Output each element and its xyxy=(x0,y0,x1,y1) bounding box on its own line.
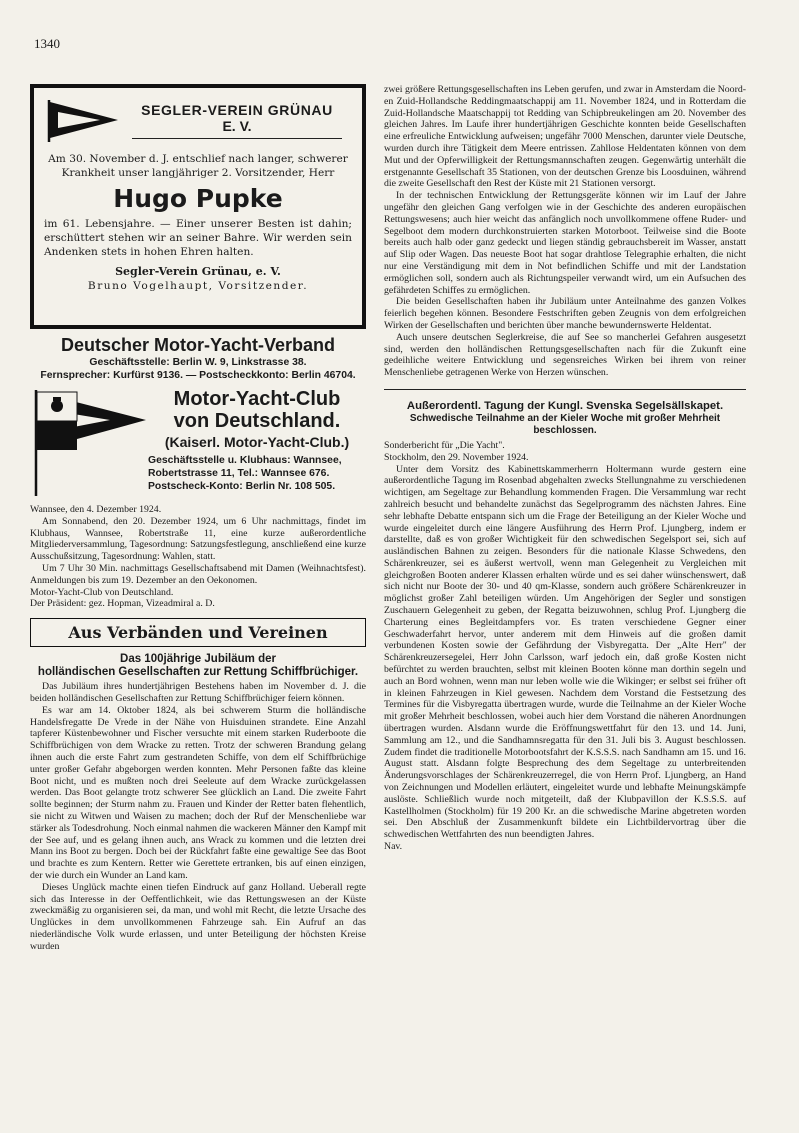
obituary-intro: Am 30. November d. J. entschlief nach langer, schwerer Krankheit unser langjähriger 2. Vorsitzender, Herr xyxy=(48,153,348,179)
club-pennant-icon xyxy=(44,96,122,144)
obituary-text: im 61. Lebensjahre. — Einer unserer Besten ist dahin; erschüttert stehen wir an seiner Bahre. Wir werden sein Andenken stets in hohen Ehren halten. xyxy=(44,218,352,258)
article-divider xyxy=(384,389,746,390)
section-title: Aus Verbänden und Vereinen xyxy=(30,618,366,647)
obituary-rule xyxy=(132,138,342,139)
verband-office: Geschäftsstelle: Berlin W. 9, Linkstrasse 38. xyxy=(89,357,307,368)
myc-subtitle: (Kaiserl. Motor-Yacht-Club.) xyxy=(164,434,350,450)
svenska-subheading: Schwedische Teilnahme an der Kieler Woche mit großer Mehrheit beschlossen. xyxy=(409,412,721,436)
svenska-article xyxy=(384,440,746,853)
obituary-chair: Bruno Vogelhaupt, Vorsitzender. xyxy=(87,280,309,292)
jubilee-cont-paragraph: Die beiden Gesellschaften haben ihr Jubiläum unter Anteilnahme des ganzen Volkes feierlich begehen können. Besondere Festschriften geben Zeugnis von dem erfolgreichen Wirken der Gesellschaften und berichten über manche bewundernswerte Heldentat. xyxy=(384,296,746,331)
obituary-signature: Segler-Verein Grünau, e. V. xyxy=(115,265,281,278)
jubilee-heading-1: Das 100jährige Jubiläum der xyxy=(120,653,276,666)
myc-title-1: Motor-Yacht-Club xyxy=(173,388,341,410)
myc-report-body-2: Um 7 Uhr 30 Min. nachmittags Gesellschaftsabend mit Damen (Weihnachtsfest). Anmeldungen bis zum 19. Dezember an den Oekonomen. xyxy=(30,562,366,586)
myc-address-2: Robertstrasse 11, Tel.: Wannsee 676. xyxy=(148,468,330,479)
left-column xyxy=(30,84,366,953)
myc-report-sign: Motor-Yacht-Club von Deutschland. xyxy=(30,586,174,598)
jubilee-cont-paragraph: In der technischen Entwicklung der Rettungsgeräte können wir im Lauf der Jahre ungefähr den gleichen Gang verfolgen wie in der Geschichte des anderen europäischen Rettungswesens; auch hier weicht das anfänglich noch unvollkommene offene Ruder- und Segelboot dem modern durchkonstruierten starken Motorboot. Teilweise sind die Boote bereits auch halb oder ganz gedeckt und liegen ständig gebrauchsbereit im Wasser, anstatt auf Slip oder Wagen. Das neueste Boot hat sogar drahtlose Telegraphie erhalten, die nicht nur eine Verständigung mit dem in Not befindlichen Schiffe und mit der Landstation ermöglichen soll, sondern auch als Richtungspeiler verwandt wird, um ein Aufsuchen des gefährdeten Schiffes zu ermöglichen. xyxy=(384,190,746,296)
svenska-heading: Außerordentl. Tagung der Kungl. Svenska Segelsällskapet. xyxy=(406,399,724,412)
svenska-dateline: Stockholm, den 29. November 1924. xyxy=(384,451,529,463)
myc-report-president: Der Präsident: gez. Hopman, Vizeadmiral a. D. xyxy=(30,598,215,610)
myc-title-2: von Deutschland. xyxy=(173,410,341,432)
myc-report-body: Am Sonnabend, den 20. Dezember 1924, um 6 Uhr nachmittags, findet im Klubhaus, Wannsee, Robertstraße 11, eine kurze außerordentliche Mitgliederversammlung, Tagesordnung: Satzungsfestlegung, anschließend eine kurze Ausschußsitzung, Tagesordnung: Wahlen, statt. xyxy=(30,515,366,563)
jubilee-cont-paragraph: zwei größere Rettungsgesellschaften ins Leben gerufen, und zwar in Amsterdam die Noord- en Zuid-Hollandsche Reddingmaatschappij am 11. November 1824, und in Rotterdam die Zuid-Hollandsche Maatschappij tot Redding van Schipbreukelingen am 20. November des gleichen Jahres. Im Laufe ihrer hundertjährigen Geschichte konnten beide Gesellschaften eine erfreuliche Entwicklung aufweisen; ungefähr 7000 Menschen, darunter viele Deutsche, wurden durch ihre Tätigkeit dem Meere entrissen. Zahllose Heldentaten können von dem Mut und der Opferwilligkeit der Rettungsmannschaften zeugen. Gegenwärtig unterhält die erstgenannte Gesellschaft 35 Stationen, von der deutschen Grenze bis Loosduinen, während die zweite Gesellschaft den Rest der Küste mit 21 Stationen versorgt. xyxy=(384,84,746,190)
svenska-special: Sonderbericht für „Die Yacht". xyxy=(384,439,505,451)
myc-report xyxy=(30,504,366,610)
right-column xyxy=(384,84,746,853)
club-flag-icon xyxy=(30,388,148,498)
jubilee-cont-paragraph: Auch unsere deutschen Seglerkreise, die auf See so mancherlei Gefahren ausgesetzt sind, werden den holländischen Rettungsgesellschaften nach für die Zukunft eine gedeihliche weitere Entwicklung und segensreiches Wirken bei ihrem von reiner Menschenliebe getragenen Werke von Herzen wünschen. xyxy=(384,331,746,379)
jubilee-article xyxy=(30,681,366,952)
myc-address-1: Geschäftsstelle u. Klubhaus: Wannsee, xyxy=(148,455,342,466)
myc-report-date: Wannsee, den 4. Dezember 1924. xyxy=(30,504,162,515)
obituary-box xyxy=(30,84,366,329)
myc-address-3: Postscheck-Konto: Berlin Nr. 108 505. xyxy=(148,481,336,492)
jubilee-paragraph: Dieses Unglück machte einen tiefen Eindruck auf ganz Holland. Ueberall regte sich das Interesse in der Oeffentlichkeit, wie das Rettungswesen an der Küste zweckmäßig zu organisieren sei, da man, und wohl mit Recht, die letzte Ursache des Unglückes in dem unvollkommenen Fahrzeuge sah. Ein Aufruf an das niederländische Volk wurde erlassen, und unter Beteiligung der höchsten Kreise wurden xyxy=(30,881,366,952)
svenska-signature: Nav. xyxy=(384,841,403,853)
verband-title: Deutscher Motor-Yacht-Verband xyxy=(60,335,336,355)
verband-contact: Fernsprecher: Kurfürst 9136. — Postscheckkonto: Berlin 46704. xyxy=(40,370,356,381)
jubilee-paragraph: Das Jubiläum ihres hundertjährigen Bestehens haben im November d. J. die beiden holländischen Gesellschaften zur Rettung Schiffbrüchiger feiern können. xyxy=(30,681,366,704)
myc-block xyxy=(30,388,366,498)
jubilee-paragraph: Es war am 14. Oktober 1824, als bei schwerem Sturm die holländische Handelsfregatte De Vrede in der Nähe von Huisduinen strandete. Eine Anzahl tapferer Küstenbewohner und Fischer versuchte mit einem starken Ruderboote die Schiffbrüchigen von dem Wracke zu retten. Trotz der schweren Brandung gelang ihnen auch die erste Fahrt zum gestrandeten Schiffe, von dem elf Schiffbrüchige unter großer Gefahr abgeborgen werden konnten. Mehr Personen faßte das kleine Boot nicht, und es mußten noch drei Seeleute auf dem Wracke zurückgelassen werden. Das Boot gelangte trotz schwerer See glücklich an Land. Die zweite Fahrt sollte beginnen; der Sturm nahm zu. Frauen und Kinder der Retter baten flehentlich, sie nicht zu Witwen und Waisen zu machen; doch der Ruf der Menschenliebe war stärker als Todesdrohung. Noch einmal nahmen die wackeren Männer den Kampf mit der See auf, und es gelang ihnen auch, ans Wrack zu kommen und die letzten drei Mann ins Boot zu bergen. Doch bei der Rückfahrt faßte eine gewaltige See das Boot und brachte es zum Kentern. Retter wie Gerettete ertranken, bis auf einen einzigen, der wie durch ein Wunder an Land kam. xyxy=(30,704,366,881)
obituary-club-name: SEGLER-VEREIN GRÜNAU xyxy=(141,101,333,118)
jubilee-heading-2: holländischen Gesellschaften zur Rettung Schiffbrüchiger. xyxy=(37,666,359,679)
obituary-header xyxy=(44,96,352,144)
svenska-body: Unter dem Vorsitz des Kabinettskammerherrn Holtermann wurde gestern eine außerordentliche Tagung im Rosenbad abgehalten zwecks Stellungnahme zu verschiedenen wichtigen, am Segeltage zur Behandlung kommenden Fragen. Die Versammlung war recht zahlreich besucht und behandelte zunächst das Segelprogramm des nächsten Jahres. Eine sehr lebhafte Debatte entspann sich um die Frage der Beteiligung an der Kieler Woche und wurde eingeleitet durch eine längere Ausführung des Herrn Prof. Ljungberg, indem er darstellte, daß es von großer Wichtigkeit für den schwedischen Segelsport sei, sich auf ausländischen Bahnen zu zeigen. Besonders für die nationale Klasse Schwedens, den Schärenkreuzer, sei es äußerst wertvoll, wenn man Gelegenheit zu Vergleichen mit gleichgroßen Booten anderer Klassen erhalten würde und es sei daher wünschenswert, daß sich nicht nur Boote der 30- und 40 qm-Klasse, sondern auch größere Schärenkreuzer in möglichst großer Zahl beteiligen würden. Um Angehörigen der Segler und sonstigen Zuschauern Gelegenheit zu geben, der Regatta beizuwohnen, schlug Prof. Ljungberg die Charterung eines Begleitdampfers vor. Es traten verschiedene Gegner einer Geschwaderfahrt hervor, unter anderem mit dem Hinweis auf die großen damit verbundenen Kosten sowie der Gefährdung der Visbyregatta. Der „Alte Herr" der Schärenkreuzersegelei, Herr John Carlsson, warf jedoch ein, daß große Kosten nicht befürchtet zu werden brauchten, selbst mit kleinen Booten könne man dorthin segeln und auch an Bord wohnen, wenn man nur leben wolle wie die Wikinger; er selbst sei früher oft in kleinen Fahrzeugen in Kiel gewesen. Nachdem dem Vorstand die Festsetzung des Termines für die Visbyregatta übertragen wurde, wurde die Teilnahme an der Kieler Woche mit großer Mehrheit beschlossen, wobei auch hier dem Vorstand die näheren Anordnungen übertragen wurden. Alsdann wurde die Eröffnungswettfahrt für den 13. und 14. Juni, Sammlung am 12., und die Sandhamnsregatta für den 31. Juli bis 3. August beschlossen. Zudem findet die traditionelle Motorbootsfahrt der K.S.S.S. nach Sandhamn am 15. und 16. August statt. Alsdann folgte Besprechung des dem Segeltage zu unterbreitenden Änderungsvorschlages der Schärenkreuzerregel, die von Herrn Prof. Ljungberg, an Hand von Zeichnungen und Modellen erläutert, eingeleitet wurde und lebhafte Meinungskämpfe auslöste. Schließlich wurde noch mitgeteilt, daß der Klubpavillon der K.S.S.S. auf Kastellholmen (Stockholm) für 19 200 Kr. an die schwedische Marine abgetreten worden sei. Den Abschluß der Zusammenkunft bildete ein Lichtbildervortrag über die schwedischen Wettfahrten des nun beendigten Jahres. xyxy=(384,463,746,841)
page-number: 1340 xyxy=(34,36,60,51)
jubilee-continuation xyxy=(384,84,746,379)
obituary-club-suffix: E. V. xyxy=(222,117,252,134)
obituary-name: Hugo Pupke xyxy=(113,184,283,213)
